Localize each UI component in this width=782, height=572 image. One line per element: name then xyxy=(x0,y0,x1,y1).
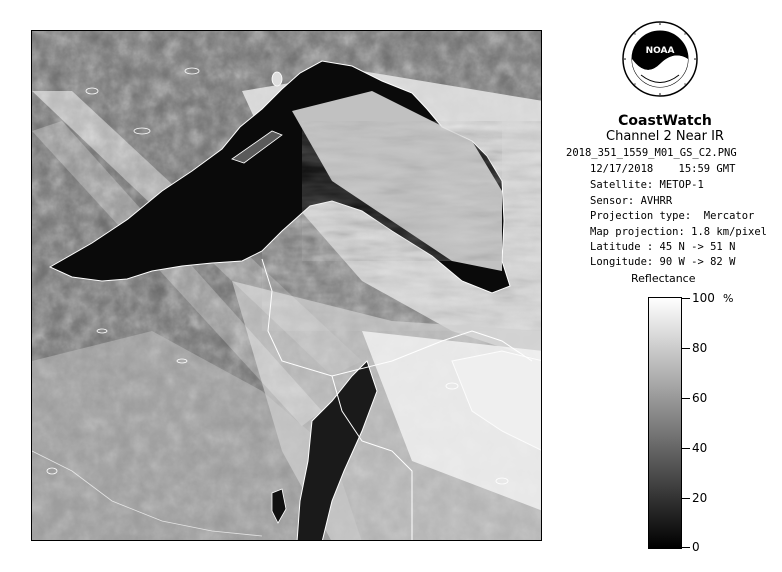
scale-tick xyxy=(682,448,690,449)
color-scale-bar xyxy=(648,297,682,549)
projection-label: Projection type: Mercator xyxy=(590,210,755,222)
scale-label: 0 xyxy=(692,540,700,554)
logo-text: NOAA xyxy=(645,46,675,56)
legend-unit: % xyxy=(723,292,734,305)
scale-tick xyxy=(682,398,690,399)
brand-title: CoastWatch xyxy=(618,113,712,129)
scale-tick xyxy=(682,498,690,499)
scale-label: 20 xyxy=(692,491,708,505)
satellite-image xyxy=(31,30,542,541)
scale-tick xyxy=(682,348,690,349)
satellite-label: Satellite: METOP-1 xyxy=(590,179,704,191)
scale-tick xyxy=(682,298,690,299)
channel-label: Channel 2 Near IR xyxy=(606,129,724,144)
longitude-label: Longitude: 90 W -> 82 W xyxy=(590,256,736,268)
latitude-label: Latitude : 45 N -> 51 N xyxy=(590,241,736,253)
scale-label: 100 xyxy=(692,291,715,305)
file-name: 2018_351_1559_M01_GS_C2.PNG xyxy=(566,147,737,159)
map-projection-label: Map projection: 1.8 km/pixel xyxy=(590,226,768,238)
scale-label: 80 xyxy=(692,341,708,355)
reflectance-map xyxy=(32,31,542,541)
scale-label: 40 xyxy=(692,441,708,455)
noaa-logo-icon xyxy=(621,20,699,98)
scale-tick xyxy=(682,547,690,548)
scale-label: 60 xyxy=(692,391,708,405)
date-time: 12/17/2018 15:59 GMT xyxy=(590,163,736,175)
sensor-label: Sensor: AVHRR xyxy=(590,195,673,207)
legend-title: Reflectance xyxy=(631,272,696,285)
